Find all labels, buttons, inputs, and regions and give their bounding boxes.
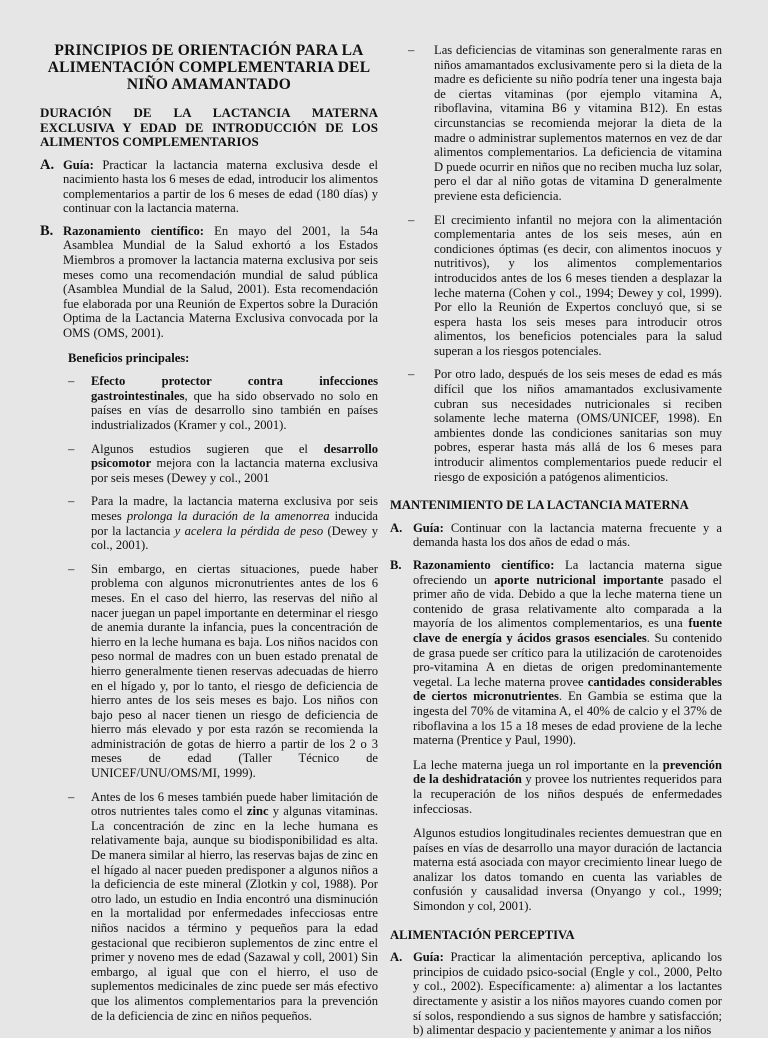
item-content: [63, 158, 378, 216]
dash-marker: –: [408, 367, 415, 382]
bullet-content: Por otro lado, después de los seis meses de edad es más difícil que los niños amamantados exclusivamente cubran sus necesidades nutricionales si reciben solamente leche materna (OMS/UNICEF, 1998). En ambientes donde las condiciones sanitarias son muy pobres, esperar hasta más allá de los 6 meses para introducir alimentos complementarios puede reducir el riesgo de exposición a patógenos alimenticios.: [434, 367, 722, 484]
title-line: NIÑO AMAMANTADO: [126, 76, 292, 93]
bullet-content: [91, 442, 378, 486]
dash-marker: –: [68, 374, 75, 389]
item-text: . En Gambia se estima que la ingesta del 70% de vitamina A, el 40% de calcio y el 37% de riboflavina a los 15 a 18 meses de edad proviene de la leche materna (Prentice y Paul, 1990).: [413, 689, 722, 748]
bullet-item: [63, 374, 378, 432]
item-text: La lactancia materna sigue ofreciendo un: [413, 558, 723, 587]
paragraph: Algunos estudios longitudinales recientes demuestran que en países en vías de desarrollo una mayor duración de lactancia materna está asociada con mayor crecimiento linear luego de analizar los datos tomando en cuenta las variables de confusión y causalidad inversa (Onyango y col., 1999; Simondon y col, 2001).: [413, 826, 722, 914]
bullet-content: [91, 790, 378, 1024]
item-label: Razonamiento científico:: [413, 558, 555, 572]
benefits-heading: Beneficios principales:: [68, 350, 190, 365]
item-content: [413, 521, 722, 550]
left-column: [40, 0, 378, 1023]
bold-text: cantidades considerables de ciertos micronutrientes: [413, 674, 723, 704]
bullet-content: [91, 562, 378, 781]
bullet-item: [63, 442, 378, 486]
guide-item-a: [390, 950, 722, 1038]
rationale-item-b: [390, 558, 722, 748]
bullet-text: (Dewey y col., 2001).: [91, 523, 378, 553]
bullet-text: Para la madre, la lactancia materna exclusiva por seis meses: [91, 494, 378, 523]
bullet-text: , que ha sido observado no solo en países en vías de desarrollo sino también en países industrializados (Kramer y col., 2001).: [91, 388, 378, 432]
bold-text: prevención de la deshidratación: [413, 757, 722, 787]
bullet-text: Algunos estudios sugieren que el: [91, 441, 324, 456]
bold-text: aporte nutricional importante: [494, 572, 664, 587]
bold-text: zinc: [246, 804, 269, 819]
dash-marker: –: [68, 494, 75, 509]
dash-marker: –: [408, 212, 415, 227]
section-subtitle: DURACIÓN DE LA LACTANCIA MATERNA EXCLUSIVA Y EDAD DE INTRODUCCIÓN DE LOS ALIMENTOS COMPLEMENTARIOS: [40, 105, 378, 149]
right-column: [390, 0, 722, 1038]
bullet-item: [390, 213, 722, 359]
item-letter: B.: [40, 222, 54, 239]
item-text: Practicar la alimentación perceptiva, aplicando los principios de cuidado psico-social (Engle y col., 2000, Pelto y col., 2002). Específicamente: a) alimentar a los lactantes directamente y asistir a los niños mayores cuando comen por sí solos, respondiendo a sus signos de hambre y satisfacción; b) alimentar despacio y pacientemente y animar a los niños: [413, 950, 722, 1038]
bullet-text: Antes de los 6 meses también puede haber limitación de otros nutrientes tales como el: [91, 789, 378, 819]
title-line: PRINCIPIOS DE ORIENTACIÓN PARA LA: [54, 42, 364, 59]
paragraph: [413, 758, 722, 816]
section-heading-mantenimiento: MANTENIMIENTO DE LA LACTANCIA MATERNA: [390, 498, 689, 513]
dash-marker: –: [68, 789, 75, 804]
bullet-item: [390, 367, 722, 484]
item-label: Guía:: [63, 157, 94, 172]
item-text: . Su contenido de grasa puede ser crítico para la utilización de carotenoides pro-vitamina A en dietas de origen predominantemente vegetal. La leche materna provee: [413, 630, 722, 689]
bullet-content: [91, 374, 378, 432]
item-text: Practicar la lactancia materna exclusiva desde el nacimiento hasta los 6 meses de edad, introducir los alimentos complementarios a partir de los 6 meses de edad (180 días) y continuar con la lactancia materna.: [63, 157, 378, 216]
bullet-text: mejora con la lactancia materna exclusiva por seis meses (Dewey y col., 2001: [91, 456, 378, 485]
bullet-item: [63, 790, 378, 1024]
bullet-content: [91, 494, 378, 552]
item-content: [413, 950, 722, 1038]
item-text: En mayo del 2001, la 54a Asamblea Mundial de la Salud exhortó a los Estados Miembros a promover la lactancia materna exclusiva por seis meses como una recomendación mundial de salud pública (Asamblea Mundial de la Salud, 2001). Esta recomendación fue elaborada por una Reunión de Expertos sobre la Duración Optima de la Lactancia Materna Exclusiva convocada por la OMS (OMS, 2001).: [63, 223, 378, 341]
guide-item-a: [40, 158, 378, 216]
title-line: ALIMENTACIÓN COMPLEMENTARIA DEL: [47, 59, 371, 76]
bullet-item: [63, 494, 378, 552]
bold-text: Efecto protector contra infecciones gastrointestinales: [91, 374, 378, 403]
document-title: [40, 42, 378, 93]
rationale-item-b: [40, 224, 378, 341]
dash-marker: –: [408, 43, 415, 57]
dash-marker: –: [68, 561, 75, 576]
guide-item-a: [390, 521, 722, 550]
item-label: Guía:: [413, 520, 444, 535]
bullet-content: El crecimiento infantil no mejora con la alimentación complementaria antes de los seis meses, aún en condiciones óptimas (es decir, con alimentos inocuos y nutritivos), y los alimentos complementarios introducidos antes de los 6 meses tienden a desplazar la leche materna (Cohen y col., 1994; Dewey y col, 1999). Por ello la Reunión de Expertos concluyó que, si se espera hasta los seis meses para introducir otros alimentos, los beneficios potenciales para la salud superan a los riesgos potenciales.: [434, 212, 722, 358]
item-letter: A.: [40, 156, 55, 173]
item-letter: B.: [390, 558, 402, 572]
item-text: Continuar con la lactancia materna frecuente y a demanda hasta los dos años de edad o más.: [413, 520, 722, 550]
item-content: [63, 224, 378, 341]
bold-text: desarrollo psicomotor: [91, 441, 378, 471]
section-heading-alimentacion-perceptiva: ALIMENTACIÓN PERCEPTIVA: [390, 927, 575, 942]
bullet-text: Sin embargo, en ciertas situaciones, puede haber problema con algunos micronutrientes antes de los 6 meses. En el caso del hierro, las reservas del niño al nacer juegan un papel importante en determinar el riesgo de anemia durante la infancia, pues la concentración de hierro en la leche humana es baja. Los niños nacidos con peso normal de madres con un buen estado prenatal de hierro generalmente tienen reservas adecuadas de hierro en el hígado y, por lo tanto, el riesgo de deficiencia de hierro antes de los seis meses es bajo. Los niños con bajo peso al nacer tienen un riesgo de deficiencia de hierro más elevado y por esta razón se recomienda la administración de gotas de hierro a partir de los 2 o 3 meses de edad (Taller Técnico de UNICEF/UNU/OMS/MI, 1999).: [91, 561, 378, 781]
item-label: Razonamiento científico:: [63, 223, 204, 238]
bullet-content: Las deficiencias de vitaminas son generalmente raras en niños amamantados exclusivamente pero si la dieta de la madre es deficiente su niño podría tener una ingesta baja de ciertas vitaminas (por ejemplo vitamina A, riboflavina, vitamina B6 y vitamina B12). En estas circunstancias se recomienda mejorar la dieta de la madre o administrar suplementos maternos en vez de dar alimentos complementarios. La deficiencia de vitamina D puede ocurrir en niños que no reciben mucha luz solar, pero el dar al niño gotas de vitamina D generalmente previene esta deficiencia.: [434, 43, 723, 203]
paragraph-text: y provee los nutrientes requeridos para la recuperación de los niños después de enfermedades infecciosas.: [413, 772, 722, 816]
item-text: pasado el primer año de vida. Debido a que la leche materna tiene un contenido de grasa relativamente alto comparada a la mayoría de los alimentos complementarios, es una: [413, 572, 723, 631]
bullet-item: [390, 43, 722, 204]
italic-text: y acelera la pérdida de peso: [174, 523, 324, 538]
bullet-text: inducida por la lactancia: [91, 508, 378, 538]
bold-text: fuente clave de energía y ácidos grasos esenciales: [413, 616, 722, 645]
item-label: Guía:: [413, 950, 444, 965]
bullet-item: [63, 562, 378, 781]
dash-marker: –: [68, 441, 75, 456]
paragraph-text: La leche materna juega un rol importante en la: [413, 757, 663, 772]
italic-text: prolonga la duración de la amenorrea: [126, 508, 330, 523]
item-letter: A.: [390, 950, 403, 965]
bullet-text: y algunas vitaminas. La concentración de zinc en la leche humana es relativamente baja, aunque su biodisponibilidad es alta. De manera similar al hierro, las reservas bajas de zinc en el hígado al nacer pueden predisponer a algunos niños a la deficiencia de este mineral (Zlotkin y col, 1988). Por otro lado, un estudio en India encontró una disminución en la mortalidad por enfermedades infecciosas entre niños nacidos a término y pequeños para la edad gestacional que recibieron suplementos de zinc entre el primer y noveno mes de edad (Sazawal y coll, 2001) Sin embargo, al igual que con el hierro, el uso de suplementos medicinales de zinc puede ser más efectivo que los alimentos complementarios para la prevención de la deficiencia de zinc en niños pequeños.: [91, 804, 378, 1023]
item-content: [413, 558, 722, 748]
item-letter: A.: [390, 520, 403, 535]
